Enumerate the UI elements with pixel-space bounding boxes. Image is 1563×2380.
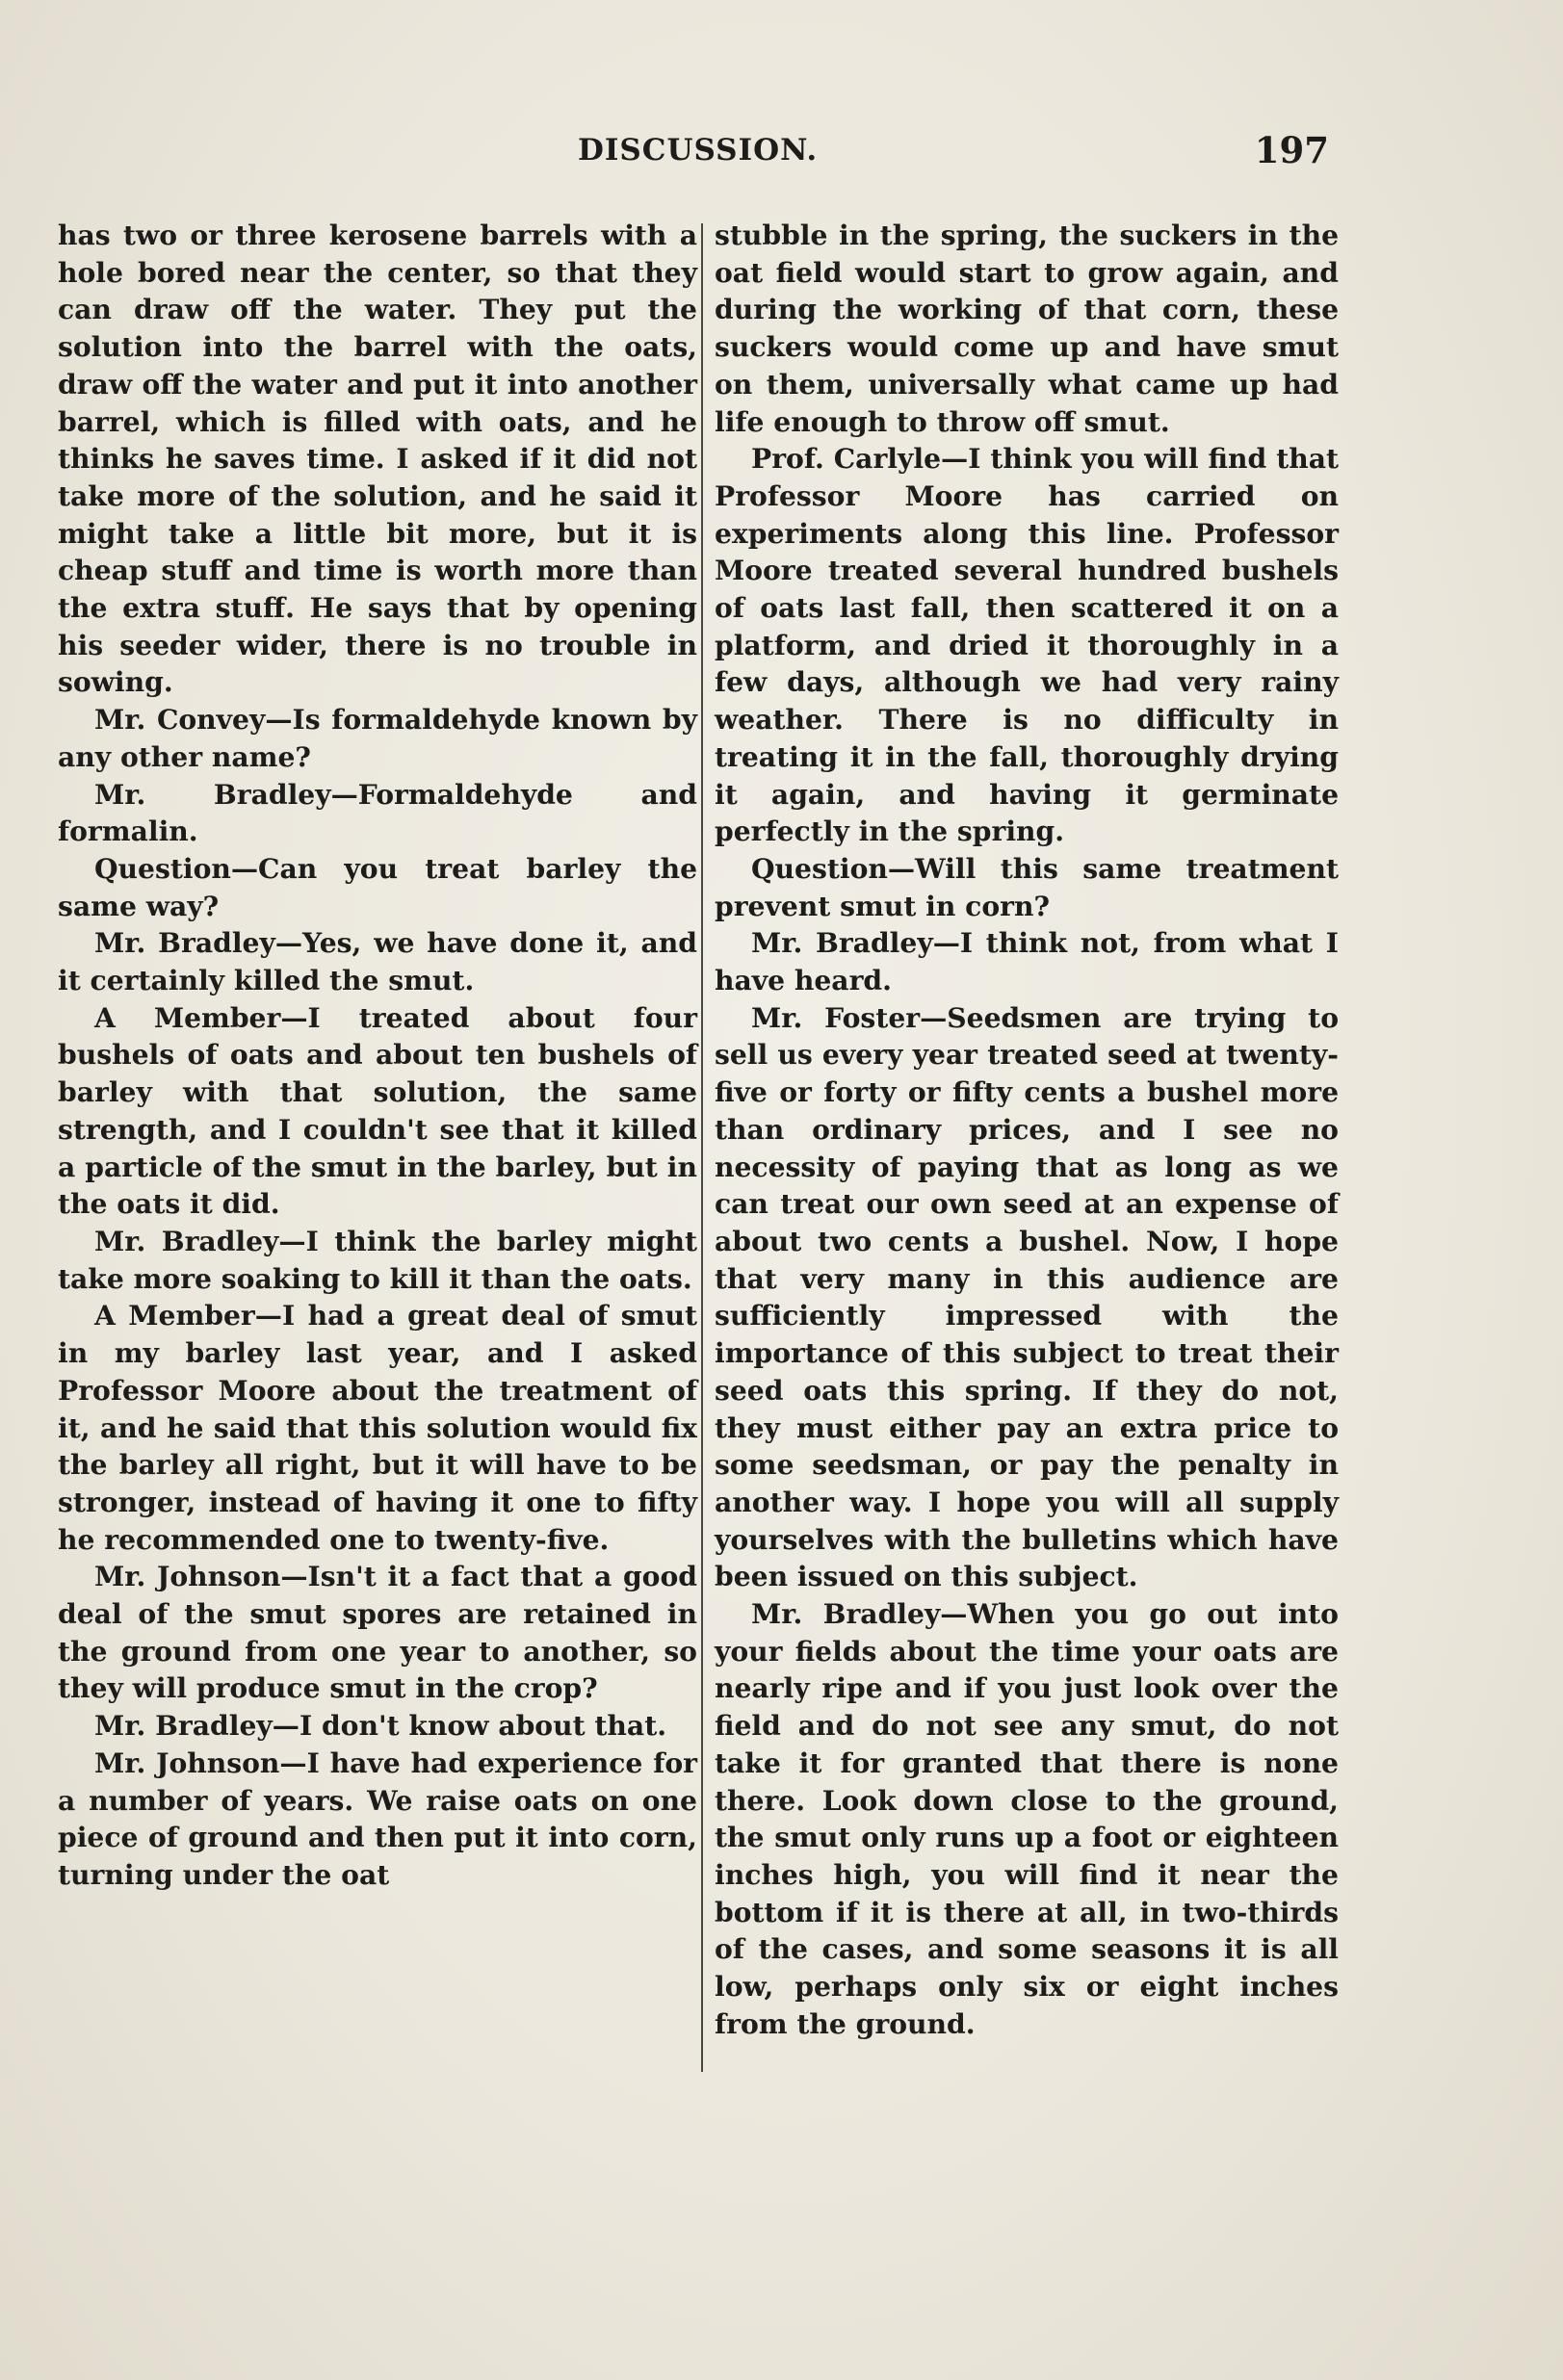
paragraph: Prof. Carlyle—I think you will find that Professor Moore has carried on experiments along this line. Professor Moore treated several hundred bushels of oats last fall, then scattered it on a platform, and dried it thoroughly in a few days, although we had very rainy weather. There is no difficulty in treating it in the fall, thoroughly drying it again, and having it germinate perfectly in the spring. xyxy=(715,443,1339,848)
column-divider xyxy=(701,223,703,2072)
paragraph: Mr. Johnson—Isn't it a fact that a good deal of the smut spores are retained in the ground from one year to another, so they will produce smut in the crop? xyxy=(58,1561,697,1705)
paragraph: Question—Will this same treatment prevent smut in corn? xyxy=(715,852,1339,922)
running-head: DISCUSSION. xyxy=(578,133,819,168)
paragraph: Mr. Convey—Is formaldehyde known by any other name? xyxy=(58,704,697,773)
paragraph: Mr. Bradley—I don't know about that. xyxy=(94,1710,667,1743)
paragraph: Mr. Bradley—I think the barley might take more soaking to kill it than the oats. xyxy=(58,1225,697,1295)
paragraph: Mr. Bradley—Formaldehyde and formalin. xyxy=(58,778,697,848)
left-column xyxy=(58,218,697,1895)
paragraph: Mr. Foster—Seedsmen are trying to sell us every year treated seed at twenty-five or forty or fifty cents a bushel more than ordinary prices, and I see no necessity of paying that as long as we can treat our own seed at an expense of about two cents a bushel. Now, I hope that very many in this audience are sufficiently impressed with the importance of this subject to treat their seed oats this spring. If they do not, they must either pay an extra price to some seedsman, or pay the penalty in another way. I hope you will all supply yourselves with the bulletins which have been issued on this subject. xyxy=(715,1001,1339,1593)
right-column xyxy=(715,218,1339,2043)
paragraph: stubble in the spring, the suckers in the oat field would start to grow again, and during the working of that corn, these suckers would come up and have smut on them, universally what came up had life enough to throw off smut. xyxy=(715,220,1339,438)
paragraph: has two or three kerosene barrels with a hole bored near the center, so that they can draw off the water. They put the solution into the barrel with the oats, draw off the water and put it into another barrel, which is filled with oats, and he thinks he saves time. I asked if it did not take more of the solution, and he said it might take a little bit more, but it is cheap stuff and time is worth more than the extra stuff. He says that by opening his seeder wider, there is no trouble in sowing. xyxy=(58,220,697,699)
paragraph: Mr. Bradley—I think not, from what I have heard. xyxy=(715,927,1339,997)
page-header xyxy=(58,129,1329,181)
paragraph: Mr. Bradley—Yes, we have done it, and it certainly killed the smut. xyxy=(58,927,697,997)
paragraph: A Member—I treated about four bushels of oats and about ten bushels of barley with that solution, the same strength, and I couldn't see that it killed a particle of the smut in the barley, but in the oats it did. xyxy=(58,1001,697,1221)
paragraph: Question—Can you treat barley the same way? xyxy=(58,852,697,922)
paragraph: Mr. Bradley—When you go out into your fields about the time your oats are nearly ripe and if you just look over the field and do not see any smut, do not take it for granted that there is none there. Look down close to the ground, the smut only runs up a foot or eighteen inches high, you will find it near the bottom if it is there at all, in two-thirds of the cases, and some seasons it is all low, perhaps only six or eight inches from the ground. xyxy=(715,1598,1339,2040)
page-number: 197 xyxy=(1254,129,1329,171)
paragraph: A Member—I had a great deal of smut in my barley last year, and I asked Professor Moore about the treatment of it, and he said that this solution would fix the barley all right, but it will have to be stronger, instead of having it one to fifty he recommended one to twenty-five. xyxy=(58,1300,697,1556)
paragraph: Mr. Johnson—I have had experience for a number of years. We raise oats on one piece of ground and then put it into corn, turning under the oat xyxy=(58,1746,697,1891)
